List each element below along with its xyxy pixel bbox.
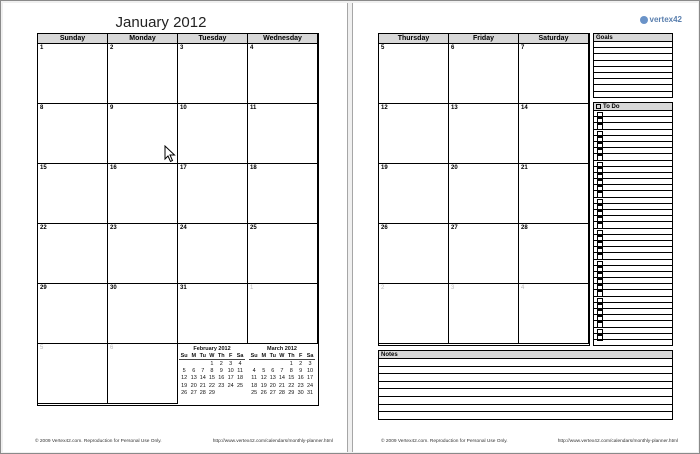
mini-day: 1 <box>210 360 214 367</box>
mini-day: 20 <box>269 382 276 389</box>
day-header-thursday: Thursday <box>379 34 449 44</box>
mini-day <box>189 360 198 368</box>
mini-day: 7 <box>280 367 284 374</box>
notes-box <box>378 350 673 420</box>
mini-calendar-march <box>249 346 315 397</box>
mini-day: 11 <box>251 375 257 382</box>
day-number: 1 <box>250 285 254 291</box>
day-cell[interactable] <box>449 104 519 164</box>
mini-day: 12 <box>260 375 267 382</box>
day-cell[interactable] <box>519 104 589 164</box>
todo-heading <box>594 103 672 111</box>
mini-calendar-title: March 2012 <box>267 346 297 352</box>
mini-day: 2 <box>219 360 223 367</box>
day-number: 11 <box>250 105 257 111</box>
day-cell[interactable] <box>38 284 108 344</box>
mini-day: 30 <box>297 390 304 397</box>
mini-day: 26 <box>181 390 188 397</box>
mini-day: 19 <box>260 382 267 389</box>
mini-day: 8 <box>289 367 293 374</box>
mini-day: 22 <box>208 382 215 389</box>
day-number: 14 <box>521 105 528 111</box>
mini-day: 4 <box>238 360 242 367</box>
day-cell[interactable] <box>379 284 449 344</box>
mini-day: 23 <box>297 382 304 389</box>
todo-line[interactable] <box>594 334 672 340</box>
mini-day: 17 <box>307 375 314 382</box>
mini-day: 2 <box>299 360 303 367</box>
calendar-grid-right <box>378 33 590 346</box>
mini-day: 28 <box>199 390 206 397</box>
day-header-sunday: Sunday <box>38 34 108 44</box>
mini-day: 15 <box>208 375 215 382</box>
day-number: 16 <box>110 165 117 171</box>
mini-weekday-header: M <box>259 353 268 360</box>
day-number: 5 <box>381 45 385 51</box>
footer-copyright: © 2009 Vertex42.com. Reproduction for Personal Use Only. <box>35 439 162 444</box>
day-number: 7 <box>521 45 525 51</box>
mini-weekday-header: Sa <box>236 353 244 359</box>
day-number: 30 <box>110 285 117 291</box>
mini-weekday-header: F <box>226 353 235 360</box>
mini-day: 18 <box>251 382 258 389</box>
mini-day: 23 <box>218 382 225 389</box>
day-number: 3 <box>451 285 455 291</box>
day-cell[interactable] <box>379 164 449 224</box>
day-header-monday: Monday <box>108 34 178 44</box>
footer-url[interactable]: http://www.vertex42.com/calendars/monthly-planner.html <box>212 439 333 444</box>
mini-day: 27 <box>269 390 276 397</box>
todo-checkbox-icon <box>596 104 601 109</box>
day-number: 31 <box>180 285 187 291</box>
mini-day: 5 <box>182 367 186 374</box>
note-line[interactable] <box>379 382 672 390</box>
day-header-tuesday: Tuesday <box>178 34 248 44</box>
mini-day: 17 <box>227 375 234 382</box>
mini-weekday-header: F <box>296 353 305 360</box>
mini-day: 19 <box>181 382 188 389</box>
day-cell[interactable] <box>449 284 519 344</box>
note-line[interactable] <box>379 397 672 405</box>
vertex42-logo <box>640 15 682 24</box>
day-cell[interactable] <box>519 44 589 104</box>
day-number: 1 <box>40 45 44 51</box>
day-number: 15 <box>40 165 47 171</box>
day-cell[interactable] <box>248 44 318 104</box>
mini-day: 16 <box>297 375 304 382</box>
mini-weekday-header: M <box>189 353 198 360</box>
day-number: 9 <box>110 105 114 111</box>
day-cell[interactable] <box>379 104 449 164</box>
day-number: 5 <box>40 345 44 351</box>
mini-weekday-header: W <box>279 353 285 359</box>
day-cell[interactable] <box>178 224 248 284</box>
day-header-saturday: Saturday <box>519 34 589 44</box>
left-page <box>3 3 348 452</box>
mini-day: 13 <box>269 375 276 382</box>
day-number: 3 <box>180 45 184 51</box>
goal-line[interactable] <box>594 85 672 91</box>
mini-day: 14 <box>278 375 285 382</box>
day-number: 25 <box>250 225 257 231</box>
day-cell[interactable] <box>38 104 108 164</box>
mini-day: 24 <box>227 382 234 389</box>
mouse-cursor-icon <box>164 145 176 163</box>
day-number: 8 <box>40 105 44 111</box>
mini-weekday-header: Su <box>180 353 188 359</box>
goals-lines <box>594 42 672 92</box>
day-cell[interactable] <box>108 164 178 224</box>
mini-day: 9 <box>299 367 303 374</box>
mini-day: 4 <box>252 367 256 374</box>
mini-day: 21 <box>278 382 285 389</box>
mini-day: 16 <box>218 375 225 382</box>
mini-day: 25 <box>251 390 258 397</box>
day-cell[interactable] <box>519 284 589 344</box>
mini-day: 9 <box>219 367 223 374</box>
day-header-friday: Friday <box>449 34 519 44</box>
day-cell[interactable] <box>248 104 318 164</box>
day-cell[interactable] <box>379 44 449 104</box>
day-cell[interactable] <box>108 344 178 404</box>
mini-day: 15 <box>288 375 295 382</box>
note-line[interactable] <box>379 374 672 382</box>
day-cell[interactable] <box>449 164 519 224</box>
mini-day: 27 <box>190 390 197 397</box>
mini-day: 25 <box>237 382 244 389</box>
day-cell[interactable] <box>519 224 589 284</box>
mini-day <box>226 390 235 398</box>
day-cell[interactable] <box>178 284 248 344</box>
note-line[interactable] <box>379 359 672 367</box>
mini-calendar-title: February 2012 <box>193 346 231 352</box>
month-title: January 2012 <box>115 14 207 31</box>
mini-day <box>277 360 286 368</box>
todo-label: To Do <box>603 104 620 110</box>
mini-day: 8 <box>210 367 214 374</box>
footer-copyright-right: © 2009 Vertex42.com. Reproduction for Personal Use Only. <box>381 439 508 444</box>
day-cell[interactable] <box>248 224 318 284</box>
day-number: 20 <box>451 165 458 171</box>
mini-day: 11 <box>237 367 243 374</box>
day-cell[interactable] <box>108 284 178 344</box>
mini-day: 10 <box>307 367 314 374</box>
mini-weekday-header: Th <box>217 353 225 359</box>
day-number: 4 <box>250 45 254 51</box>
mini-day: 24 <box>307 382 314 389</box>
day-number: 2 <box>110 45 114 51</box>
todo-lines <box>594 111 672 340</box>
day-header-wednesday: Wednesday <box>248 34 318 44</box>
mini-day <box>216 390 226 398</box>
mini-weekday-header: Tu <box>199 353 206 359</box>
day-cell[interactable] <box>178 104 248 164</box>
mini-day: 3 <box>308 360 312 367</box>
day-cell[interactable] <box>248 284 318 344</box>
mini-day <box>235 390 245 398</box>
mini-weekday-header: Sa <box>306 353 314 359</box>
day-number: 12 <box>381 105 388 111</box>
day-number: 27 <box>451 225 458 231</box>
day-number: 24 <box>180 225 187 231</box>
mini-day: 14 <box>199 375 206 382</box>
day-number: 21 <box>521 165 528 171</box>
mini-day: 13 <box>190 375 197 382</box>
mini-day <box>268 360 277 368</box>
mini-calendar-table <box>179 353 245 397</box>
day-cell[interactable] <box>178 164 248 224</box>
mini-weekday-header: Su <box>250 353 258 359</box>
note-line[interactable] <box>379 405 672 413</box>
day-number: 29 <box>40 285 47 291</box>
day-number: 22 <box>40 225 47 231</box>
day-cell[interactable] <box>38 224 108 284</box>
goals-heading: Goals <box>594 34 672 42</box>
mini-calendar-table <box>249 353 315 397</box>
notes-heading: Notes <box>379 351 672 359</box>
mini-day: 10 <box>227 367 234 374</box>
day-cell[interactable] <box>449 44 519 104</box>
mini-day: 3 <box>229 360 233 367</box>
mini-day: 20 <box>190 382 197 389</box>
mini-day: 1 <box>289 360 293 367</box>
mini-day <box>249 360 259 368</box>
mini-day <box>198 360 207 368</box>
day-number: 10 <box>180 105 187 111</box>
mini-day: 6 <box>192 367 196 374</box>
day-number: 4 <box>521 285 525 291</box>
day-cell[interactable] <box>248 164 318 224</box>
day-number: 17 <box>180 165 187 171</box>
mini-day: 26 <box>260 390 267 397</box>
mini-day: 21 <box>199 382 206 389</box>
mini-day: 12 <box>181 375 188 382</box>
notes-lines <box>379 359 672 420</box>
day-number: 26 <box>381 225 388 231</box>
day-number: 6 <box>451 45 455 51</box>
mini-day: 7 <box>201 367 205 374</box>
goals-box <box>593 33 673 98</box>
mini-day: 22 <box>288 382 295 389</box>
mini-calendar-february <box>179 346 245 397</box>
logo-text: vertex42 <box>649 15 682 24</box>
todo-box <box>593 102 673 346</box>
day-number: 13 <box>451 105 458 111</box>
day-cell[interactable] <box>38 344 108 404</box>
mini-day <box>179 360 189 368</box>
day-cell[interactable] <box>108 224 178 284</box>
mini-weekday-header: Th <box>287 353 295 359</box>
mini-weekday-header: Tu <box>269 353 276 359</box>
footer-url-right[interactable]: http://www.vertex42.com/calendars/monthly-planner.html <box>557 439 678 444</box>
note-line[interactable] <box>379 412 672 420</box>
mini-day: 29 <box>288 390 295 397</box>
mini-day: 6 <box>271 367 275 374</box>
mini-day <box>259 360 268 368</box>
day-cell[interactable] <box>449 224 519 284</box>
day-number: 19 <box>381 165 388 171</box>
note-line[interactable] <box>379 389 672 397</box>
day-cell[interactable] <box>379 224 449 284</box>
day-number: 6 <box>110 345 114 351</box>
mini-day: 28 <box>278 390 285 397</box>
logo-mark-icon <box>640 16 648 24</box>
mini-weekday-header: W <box>209 353 215 359</box>
right-page <box>352 3 698 452</box>
mini-day: 5 <box>262 367 266 374</box>
mini-day: 29 <box>208 390 215 397</box>
day-number: 18 <box>250 165 257 171</box>
day-number: 23 <box>110 225 117 231</box>
mini-day: 31 <box>307 390 314 397</box>
day-cell[interactable] <box>178 44 248 104</box>
day-number: 2 <box>381 285 385 291</box>
day-cell[interactable] <box>38 44 108 104</box>
day-number: 28 <box>521 225 528 231</box>
mini-day: 18 <box>237 375 244 382</box>
day-cell[interactable] <box>38 164 108 224</box>
day-cell[interactable] <box>108 44 178 104</box>
day-cell[interactable] <box>519 164 589 224</box>
note-line[interactable] <box>379 367 672 375</box>
